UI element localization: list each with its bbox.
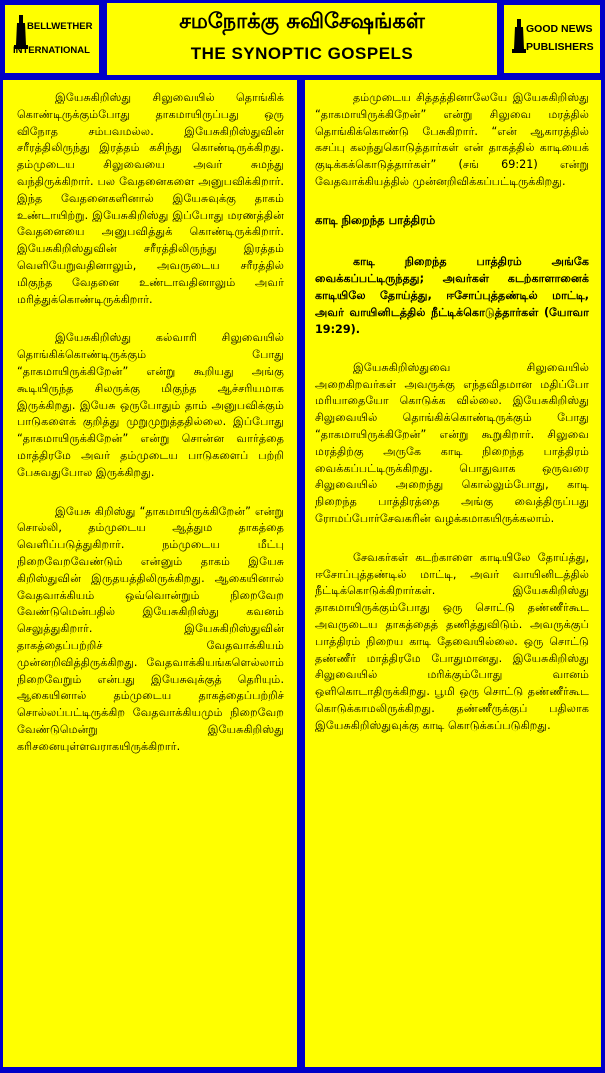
bell-icon xyxy=(14,15,28,49)
page-title-english: THE SYNOPTIC GOSPELS xyxy=(190,44,414,63)
right-column xyxy=(305,80,601,1067)
paragraph: இயேசுகிறிஸ்துவை சிலுவையில் அறைகிறவர்கள் அவருக்கு எந்தவிதமான மதிப்போ மரியாதையோ கொடுக்க வில்லை. இயேசுகிறிஸ்து சிலுவையில் தொங்கிக்கொண்டிருக்கும் போது “தாகமாயிருக்கிறேன்” என்று கூறுகிறார். சிலுவை மரத்திற்கு அருகே காடி நிறைந்த பாத்திரம் வைக்கப்பட்டிருக்கிறது. பொதுவாக ஒருவரை சிலுவையில் அறைந்து கொல்லும்போது, காடி நிறைந்த பாத்திரத்தை அங்கு வைத்திருப்பது ரோமப்போர்சேவகரின் வழக்கமாகயிருக்கலாம். xyxy=(315,360,589,525)
logo-right-line2: PUBLISHERS xyxy=(526,41,594,53)
paragraph: இயேசு கிறிஸ்து “தாகமாயிருக்கிறேன்” என்று சொல்லி, தம்முடைய ஆத்தும தாகத்தை வெளிப்படுத்துகிறார். நம்முடைய மீட்பு நிறைவேறவேண்டும் என்னும் தாகம் இயேசு கிறிஸ்துவின் இருதயத்திலிருக்கிறது. ஆகையினால் வேதவாக்கியம் ஒவ்வொன்றும் நிறைவேற வேண்டுமென்பதில் இயேசுகிறிஸ்து கவனம் செலுத்துகிறார். இயேசுகிறிஸ்துவின் தாகத்தைப்பற்றிச் வேதவாக்கியம் முன்னறிவித்திருக்கிறது. வேதவாக்கியங்களெல்லாம் நிறைவேறும் என்பது இயேசுவுக்குத் தெரியும். ஆகையினால் தம்முடைய தாகத்தைப்பற்றிச் சொல்லப்பட்டிருக்கிற வேதவாக்கியமும் நிறைவேற வேண்டுமென்று இயேசுகிறிஸ்து கரிசனையுள்ளவராகயிருக்கிறார். xyxy=(17,504,284,753)
logo-left-line2: INTERNATIONAL xyxy=(13,45,90,56)
logo-right-line1: GOOD NEWS xyxy=(526,23,593,35)
left-column xyxy=(3,80,297,1067)
paragraph: சேவகர்கள் கடற்காளை காடியிலே தோய்த்து, ஈசோப்புத்தண்டில் மாட்டி, அவர் வாயினிடத்தில் நீட்டிக்கொடுக்கிறார்கள். இயேசுகிறிஸ்து தாகமாயிருக்கும்போது ஒரு சொட்டு தண்ணீர்கூட அவருடைய தாகத்தைத் தணித்துவிடும். அவருக்குப் பாத்திரம் நிறைய காடி தேவையில்லை. ஒரு சொட்டு தண்ணீர் மாத்திரமே போதுமானது. இயேசுகிறிஸ்து சிலுவையில் மரிக்கும்போது வானம் ஒளிகொடாதிருக்கிறது. பூமி ஒரு சொட்டு தண்ணீர்கூட கொடுக்காமலிருக்கிறது. தண்ணீருக்குப் பதிலாக இயேசுகிறிஸ்துவுக்கு காடி கொடுக்கப்படுகிறது. xyxy=(315,550,589,732)
section-heading: காடி நிறைந்த பாத்திரம் xyxy=(315,212,436,227)
paragraph: தம்முடைய சித்தத்தினாலேயே இயேசுகிறிஸ்து “தாகமாயிருக்கிறேன்” என்று சிலுவை மரத்தில் தொங்கிக்கொண்டு பேசுகிறார். “என் ஆகாரத்தில் கசப்பு கலந்துகொடுத்தார்கள் என் தாகத்தில் காடியைக் குடிக்கக்கொடுத்தார்கள்” (சங் 69:21) என்று வேதவாக்கியத்தில் முன்னறிவிக்கப்பட்டிருக்கிறது. xyxy=(315,91,589,188)
good-news-logo xyxy=(502,3,602,75)
bell-icon xyxy=(512,19,526,53)
paragraph: இயேசுகிறிஸ்து கல்வாரி சிலுவையில் தொங்கிக்கொண்டிருக்கும் போது “தாகமாயிருக்கிறேன்” என்று கூறியது அங்கு கூடியிருந்த சிலருக்கு மிகுந்த ஆச்சரியமாக இருக்கிறது. இயேசு ஒருபோதும் தாம் அனுபவிக்கும் பாடுகளைக் குறித்து முறுமுறுத்ததில்லை. இப்போது “தாகமாயிருக்கிறேன்” என்று சொன்ன வார்த்தை மாத்திரமே அவர் தம்முடைய பாடுகளைப் பற்றி பேசுவதுபோல இருக்கிறது. xyxy=(17,331,284,479)
paragraph: இயேசுகிறிஸ்து சிலுவையில் தொங்கிக் கொண்டிருக்கும்போது தாகமாயிருப்பது ஒரு விநோத சம்பவமல்ல. இயேசுகிறிஸ்துவின் சரீரத்திலிருந்து இரத்தம் கசிந்து கொண்டிருக்கிறது. தம்முடைய சிலுவையை அவர் சுமந்து வந்திருக்கிறார். பல வேதனைகளை அனுபவிக்கிறார். இந்த வேதனைகளினால் இயேசுவுக்கு தாகம் உண்டாயிற்று. இயேசுகிறிஸ்து இப்போது மரணத்தின் வேதனையை அனுபவித்துக் கொண்டிருக்கிறார். இயேசுகிறிஸ்துவின் சரீரத்திலிருந்து இரத்தம் வெளியேறுவதினாலும், அவருடைய சரீரத்தில் மிகுந்த வேதனை உண்டாவதினாலும் அவர் மரித்துக்கொண்டிருக்கிறார். xyxy=(17,91,284,306)
scripture-quote: காடி நிறைந்த பாத்திரம் அங்கே வைக்கப்பட்டிருந்தது; அவர்கள் கடற்காளானைக் காடியிலே தோய்த்து, ஈசோப்புத்தண்டில் மாட்டி, அவர் வாயினிடத்தில் நீட்டிக்கொடுத்தார்கள் (யோவா 19:29). xyxy=(315,254,589,336)
logo-left-line1: BELLWETHER xyxy=(27,21,93,32)
bellwether-logo xyxy=(3,3,101,75)
title-banner xyxy=(107,3,497,75)
page-title-tamil: சமநோக்கு சுவிசேஷங்கள் xyxy=(179,9,425,33)
